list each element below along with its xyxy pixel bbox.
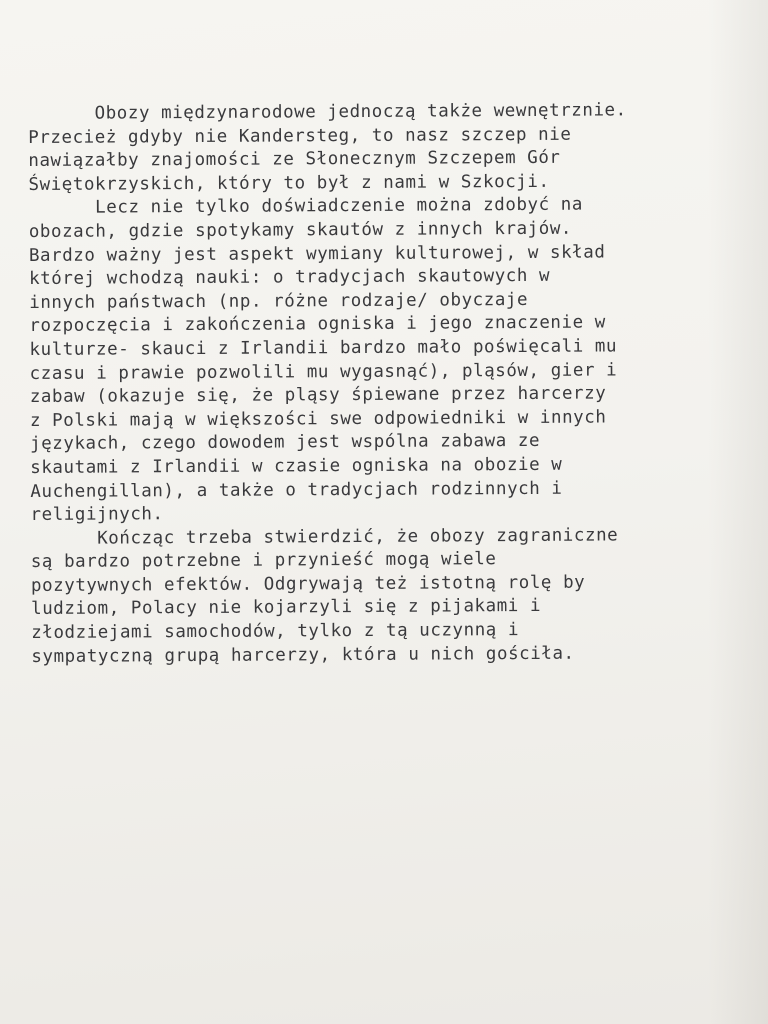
typed-body-text (28, 99, 751, 670)
text-line: skautami z Irlandii w czasie ogniska na obozie w (30, 454, 563, 478)
text-line: Auchengillan), a także o tradycjach rodzinnych i (30, 478, 563, 502)
text-line: Kończąc trzeba stwierdzić, że obozy zagraniczne (30, 525, 619, 549)
text-line: Lecz nie tylko doświadczenie można zdobyć na (28, 194, 583, 219)
text-line: obozach, gdzie spotykamy skautów z innych krajów. (28, 218, 573, 242)
text-line: której wchodzą nauki: o tradycjach skautowych w (29, 265, 551, 290)
text-line: z Polski mają w większości swe odpowiedniki w innych (29, 407, 607, 431)
text-line: nawiązałby znajomości ze Słonecznym Szczepem Gór (28, 147, 561, 172)
text-line: religijnych. (30, 504, 164, 526)
text-line: Przecież gdyby nie Kandersteg, to nasz szczep nie (28, 124, 572, 148)
text-line: Świętokrzyskich, który to był z nami w Szkocji. (28, 171, 550, 195)
text-line: sympatyczną grupą harcerzy, która u nich gościła. (31, 643, 575, 667)
text-line: są bardzo potrzebne i przynieść mogą wiele (30, 549, 497, 573)
text-line: kulturze- skauci z Irlandii bardzo mało poświęcali mu (29, 336, 618, 360)
text-line: złodziejami samochodów, tylko z tą uczynną i (31, 620, 520, 644)
text-line: innych państwach (np. różne rodzaje/ obyczaje (29, 289, 529, 313)
text-line: zabaw (okazuje się, że pląsy śpiewane przez harcerzy (29, 383, 607, 408)
text-line: Obozy międzynarodowe jednoczą także wewnętrznie. (28, 100, 627, 124)
text-line: językach, czego dowodem jest wspólna zabawa ze (30, 431, 541, 455)
text-line: pozytywnych efektów. Odgrywają też istotną rolę by (30, 572, 586, 596)
text-line: Bardzo ważny jest aspekt wymiany kulturowej, w skład (28, 242, 606, 266)
text-line: czasu i prawie pozwolili mu wygasnąć), pląsów, gier i (29, 359, 618, 384)
text-line: ludziom, Polacy nie kojarzyli się z pijakami i (31, 596, 542, 620)
text-line: rozpoczęcia i zakończenia ogniska i jego znaczenie w (29, 312, 606, 337)
